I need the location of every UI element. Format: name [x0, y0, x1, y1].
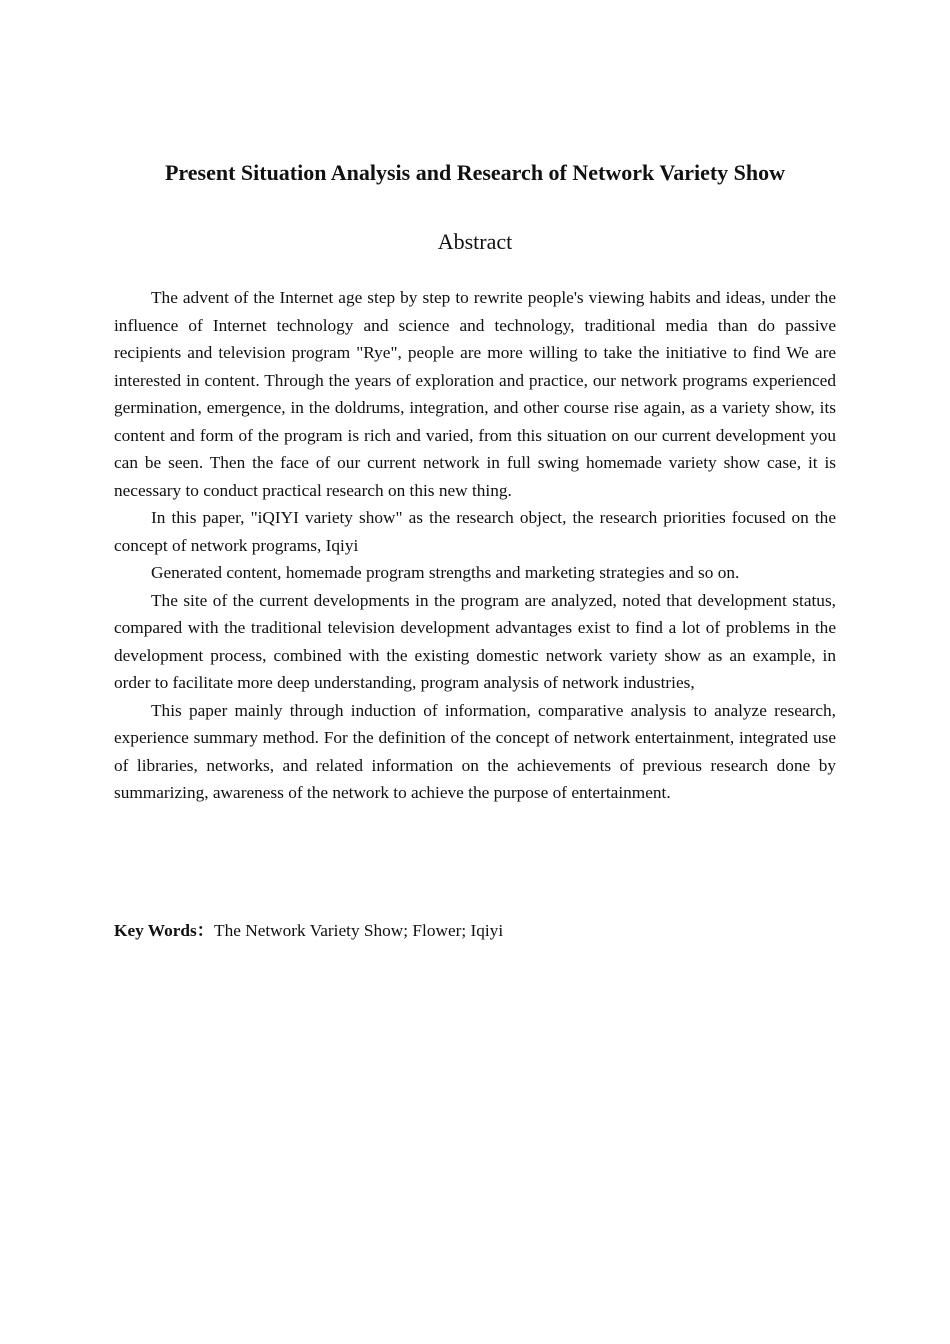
abstract-body [114, 284, 836, 807]
abstract-paragraph-3: Generated content, homemade program strengths and marketing strategies and so on. [151, 563, 740, 582]
abstract-paragraph-1: The advent of the Internet age step by step to rewrite people's viewing habits and ideas, under the influence of Internet technology and science and technology, traditional media than do passive recipients and television program "Rye", people are more willing to take the initiative to find We are interested in content. Through the years of exploration and practice, our network programs experienced germination, emergence, in the doldrums, integration, and other course rise again, as a variety show, its content and form of the program is rich and varied, from this situation on our current development you can be seen. Then the face of our current network in full swing homemade variety show case, it is necessary to conduct practical research on this new thing. [114, 288, 836, 500]
keywords-label: Key Words： [114, 921, 215, 940]
keywords-value: The Network Variety Show; Flower; Iqiyi [214, 921, 504, 940]
keywords-line [114, 917, 836, 945]
paper-title: Present Situation Analysis and Research of Network Variety Show [164, 160, 786, 185]
abstract-paragraph-2: In this paper, "iQIYI variety show" as the research object, the research priorities focused on the concept of network programs, Iqiyi [114, 508, 836, 555]
abstract-paragraph-5: This paper mainly through induction of information, comparative analysis to analyze research, experience summary method. For the definition of the concept of network entertainment, integrated use of libraries, networks, and related information on the achievements of previous research done by summarizing, awareness of the network to achieve the purpose of entertainment. [114, 700, 836, 802]
abstract-heading: Abstract [437, 229, 513, 254]
abstract-paragraph-4: The site of the current developments in the program are analyzed, noted that development status, compared with the traditional television development advantages exist to find a lot of problems in the development process, combined with the existing domestic network variety show as an example, in order to facilitate more deep understanding, program analysis of network industries, [114, 590, 836, 692]
